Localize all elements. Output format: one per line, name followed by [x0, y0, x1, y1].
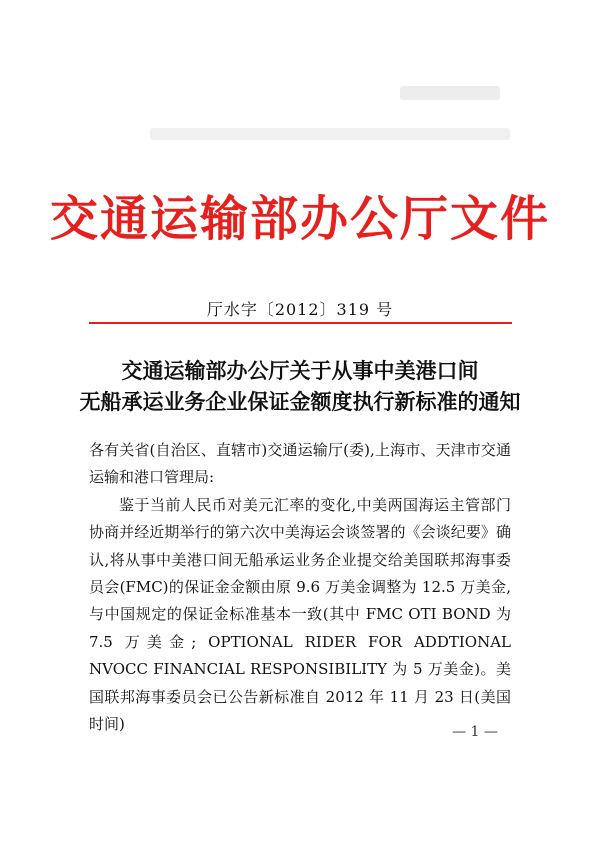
faint-stamp-mark	[400, 86, 500, 100]
salutation: 各有关省(自治区、直辖市)交通运输厅(委),上海市、天津市交通运输和港口管理局:	[89, 441, 511, 487]
notice-title-line2: 无船承运业务企业保证金额度执行新标准的通知	[79, 390, 521, 414]
document-header-title: 交通运输部办公厅文件	[49, 191, 550, 247]
document-number: 厅水字〔2012〕319 号	[206, 300, 394, 319]
notice-title-line1: 交通运输部办公厅关于从事中美港口间	[121, 359, 479, 383]
faint-bleedthrough-text	[150, 128, 510, 140]
page-number: — 1 —	[452, 724, 498, 740]
notice-title	[0, 356, 600, 418]
red-divider-line	[89, 322, 512, 324]
body-text	[89, 437, 511, 738]
paragraph-1: 鉴于当前人民币对美元汇率的变化,中美两国海运主管部门协商并经近期举行的第六次中美海运会谈签署的《会谈纪要》确认,将从事中美港口间无船承运业务企业提交给美国联邦海事委员会(FMC)的保证金金额由原 9.6 万美金调整为 12.5 万美金,与中国规定的保证金标准基本一致(其中 FMC OTI BOND 为 7.5 万美金; OPTIONAL RIDER FOR ADDTIONAL NVOCC FINANCIAL RESPONSIBILITY 为 5 万美金)。美国联邦海事委员会已公告新标准自 2012 年 11 月 23 日(美国时间)	[89, 495, 511, 734]
